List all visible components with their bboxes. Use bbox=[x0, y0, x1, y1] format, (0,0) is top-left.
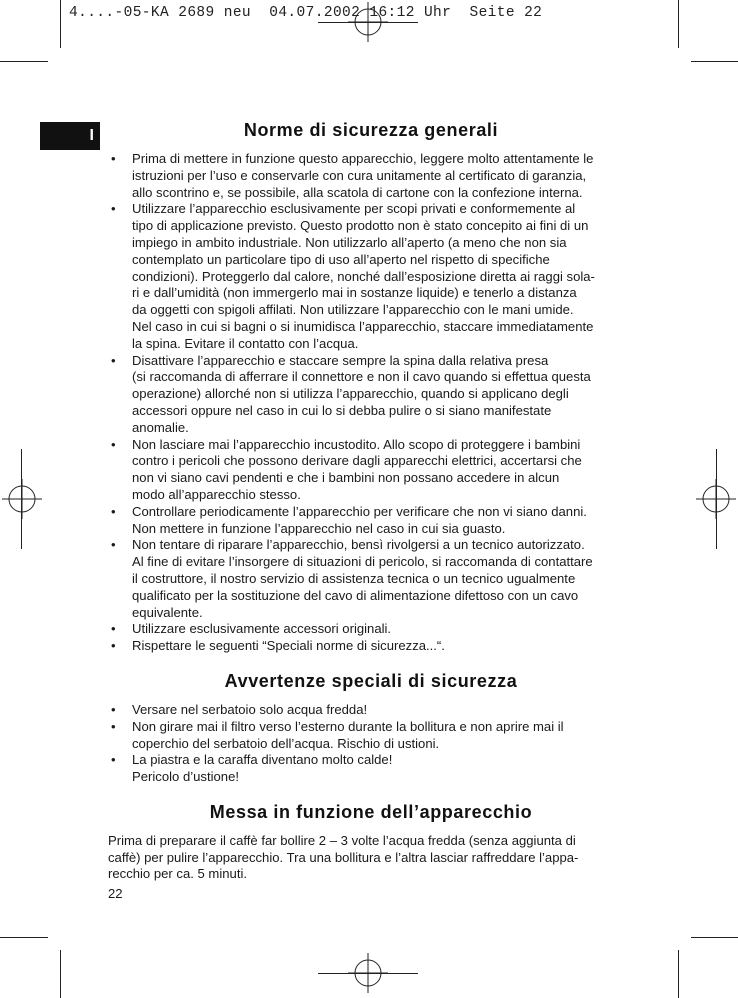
bullet: • bbox=[111, 621, 116, 637]
list-item bbox=[108, 702, 634, 719]
crop-mark-left-center-line bbox=[21, 449, 22, 549]
bullet: • bbox=[111, 352, 116, 368]
list-item bbox=[108, 752, 634, 786]
list-item bbox=[108, 353, 634, 437]
list-item-text: Non girare mai il filtro verso l’esterno durante la bollitura e non aprire mai il coperchio del serbatoio dell’acqua. Rischio di ustioni. bbox=[132, 718, 564, 751]
crop-mark-top-right-horizontal bbox=[691, 61, 738, 62]
registration-mark-left-icon bbox=[2, 479, 42, 519]
bullet: • bbox=[111, 503, 116, 519]
crop-mark-bottom-right-vertical bbox=[678, 950, 679, 998]
bullet: • bbox=[111, 436, 116, 452]
section-title-special-warnings: Avvertenze speciali di sicurezza bbox=[224, 670, 518, 691]
list-item-text: La piastra e la caraffa diventano molto calde! Pericolo d’ustione! bbox=[132, 752, 393, 785]
bullet: • bbox=[111, 537, 116, 553]
list-item bbox=[108, 201, 634, 352]
registration-mark-top-icon bbox=[348, 2, 388, 42]
list-item-text: Rispettare le seguenti “Speciali norme di sicurezza...“. bbox=[132, 638, 445, 654]
list-item-text: Prima di mettere in funzione questo apparecchio, leggere molto attentamente le istruzioni per l’uso e conservarle con cura unitamente al certificato di garanzia, allo scontrino e, se possibile, alla scatola di cartone con la confezione interna. bbox=[132, 151, 594, 200]
section-title-general-safety: Norme di sicurezza generali bbox=[243, 120, 499, 140]
bullet: • bbox=[111, 201, 116, 217]
list-item-text: Utilizzare esclusivamente accessori originali. bbox=[132, 621, 392, 637]
print-slug: 4....-05-KA 2689 neu 04.07.2002 16:12 Uhr Seite 22 bbox=[69, 5, 543, 21]
startup-paragraph: Prima di preparare il caffè far bollire 2 – 3 volte l’acqua fredda (senza aggiunta di caffè) per pulire l’apparecchio. Tra una bollitura e l’altra lasciar raffreddare l’appa- recchio per ca. 5 minuti. bbox=[108, 832, 579, 882]
general-safety-list bbox=[108, 151, 634, 655]
list-item-text: Non tentare di riparare l’apparecchio, bensì rivolgersi a un tecnico autorizzato. Al fine di evitare l’insorgere di situazioni di pericolo, si raccomanda di contattare il costruttore, il nostro servizio di assistenza tecnica o un tecnico ugualmente qualificato per la sostituzione del cavo di alimentazione difettoso con un cavo equivalente. bbox=[132, 537, 593, 620]
bullet: • bbox=[111, 151, 116, 166]
list-item bbox=[108, 504, 634, 538]
list-item bbox=[108, 621, 634, 638]
list-item bbox=[108, 719, 634, 753]
page-number: 22 bbox=[108, 886, 123, 901]
list-item-text: Non lasciare mai l’apparecchio incustodito. Allo scopo di proteggere i bambini contro i pericoli che possono derivare dagli apparecchi elettrici, accertarsi che non vi siano cavi pendenti e che i bambini non possano accedere in alcun modo all’apparecchio stesso. bbox=[132, 436, 582, 502]
bullet: • bbox=[111, 752, 116, 768]
bullet: • bbox=[111, 638, 116, 654]
page-content bbox=[108, 120, 634, 883]
bullet: • bbox=[111, 718, 116, 734]
crop-mark-top-left-horizontal bbox=[0, 61, 48, 62]
list-item bbox=[108, 537, 634, 621]
crop-mark-bottom-right-horizontal bbox=[691, 937, 738, 938]
section-title-startup: Messa in funzione dell’apparecchio bbox=[209, 801, 533, 822]
crop-mark-top-right-vertical bbox=[678, 0, 679, 48]
crop-mark-right-center-line bbox=[716, 449, 717, 549]
list-item bbox=[108, 638, 634, 655]
list-item-text: Versare nel serbatoio solo acqua fredda! bbox=[132, 701, 368, 717]
list-item bbox=[108, 437, 634, 504]
crop-mark-bottom-left-horizontal bbox=[0, 937, 48, 938]
list-item-text: Controllare periodicamente l’apparecchio per verificare che non vi siano danni. Non mettere in funzione l’apparecchio nel caso in cui sia guasto. bbox=[132, 503, 587, 536]
crop-mark-bottom-left-vertical bbox=[60, 950, 61, 998]
list-item bbox=[108, 151, 634, 201]
list-item-text: Disattivare l’apparecchio e staccare sempre la spina dalla relativa presa (si raccomanda di afferrare il connettore e non il cavo quando si effettua questa operazione) allorché non si utilizza l’apparecchio, quando si applicano degli accessori oppure nel caso in cui lo si debba pulire o si siano manifestate anomalie. bbox=[132, 352, 591, 435]
crop-mark-top-left-vertical bbox=[60, 0, 61, 48]
language-tab: I bbox=[40, 122, 100, 150]
special-warnings-list bbox=[108, 702, 634, 786]
registration-mark-bottom-icon bbox=[348, 953, 388, 993]
bullet: • bbox=[111, 701, 116, 717]
list-item-text: Utilizzare l’apparecchio esclusivamente per scopi privati e conformemente al tipo di applicazione previsto. Questo prodotto non è stato concepito ai fini di un impiego in ambito industriale. Non utilizzarlo all’aperto (a meno che non sia contemplato un particolare tipo di uso all’aperto nel rispetto di specifiche condizioni). Proteggerlo dal calore, nonché dall’esposizione diretta ai raggi sola- ri e dall’umidità (non immergerlo mai in sostanze liquide) e tenerlo a distanza da oggetti con spigoli affilati. Non utilizzare l’apparecchio con le mani umide. Nel caso in cui si bagni o si inumidisca l’apparecchio, staccare immediatamente la spina. Evitare il contatto con l’acqua. bbox=[132, 201, 595, 351]
